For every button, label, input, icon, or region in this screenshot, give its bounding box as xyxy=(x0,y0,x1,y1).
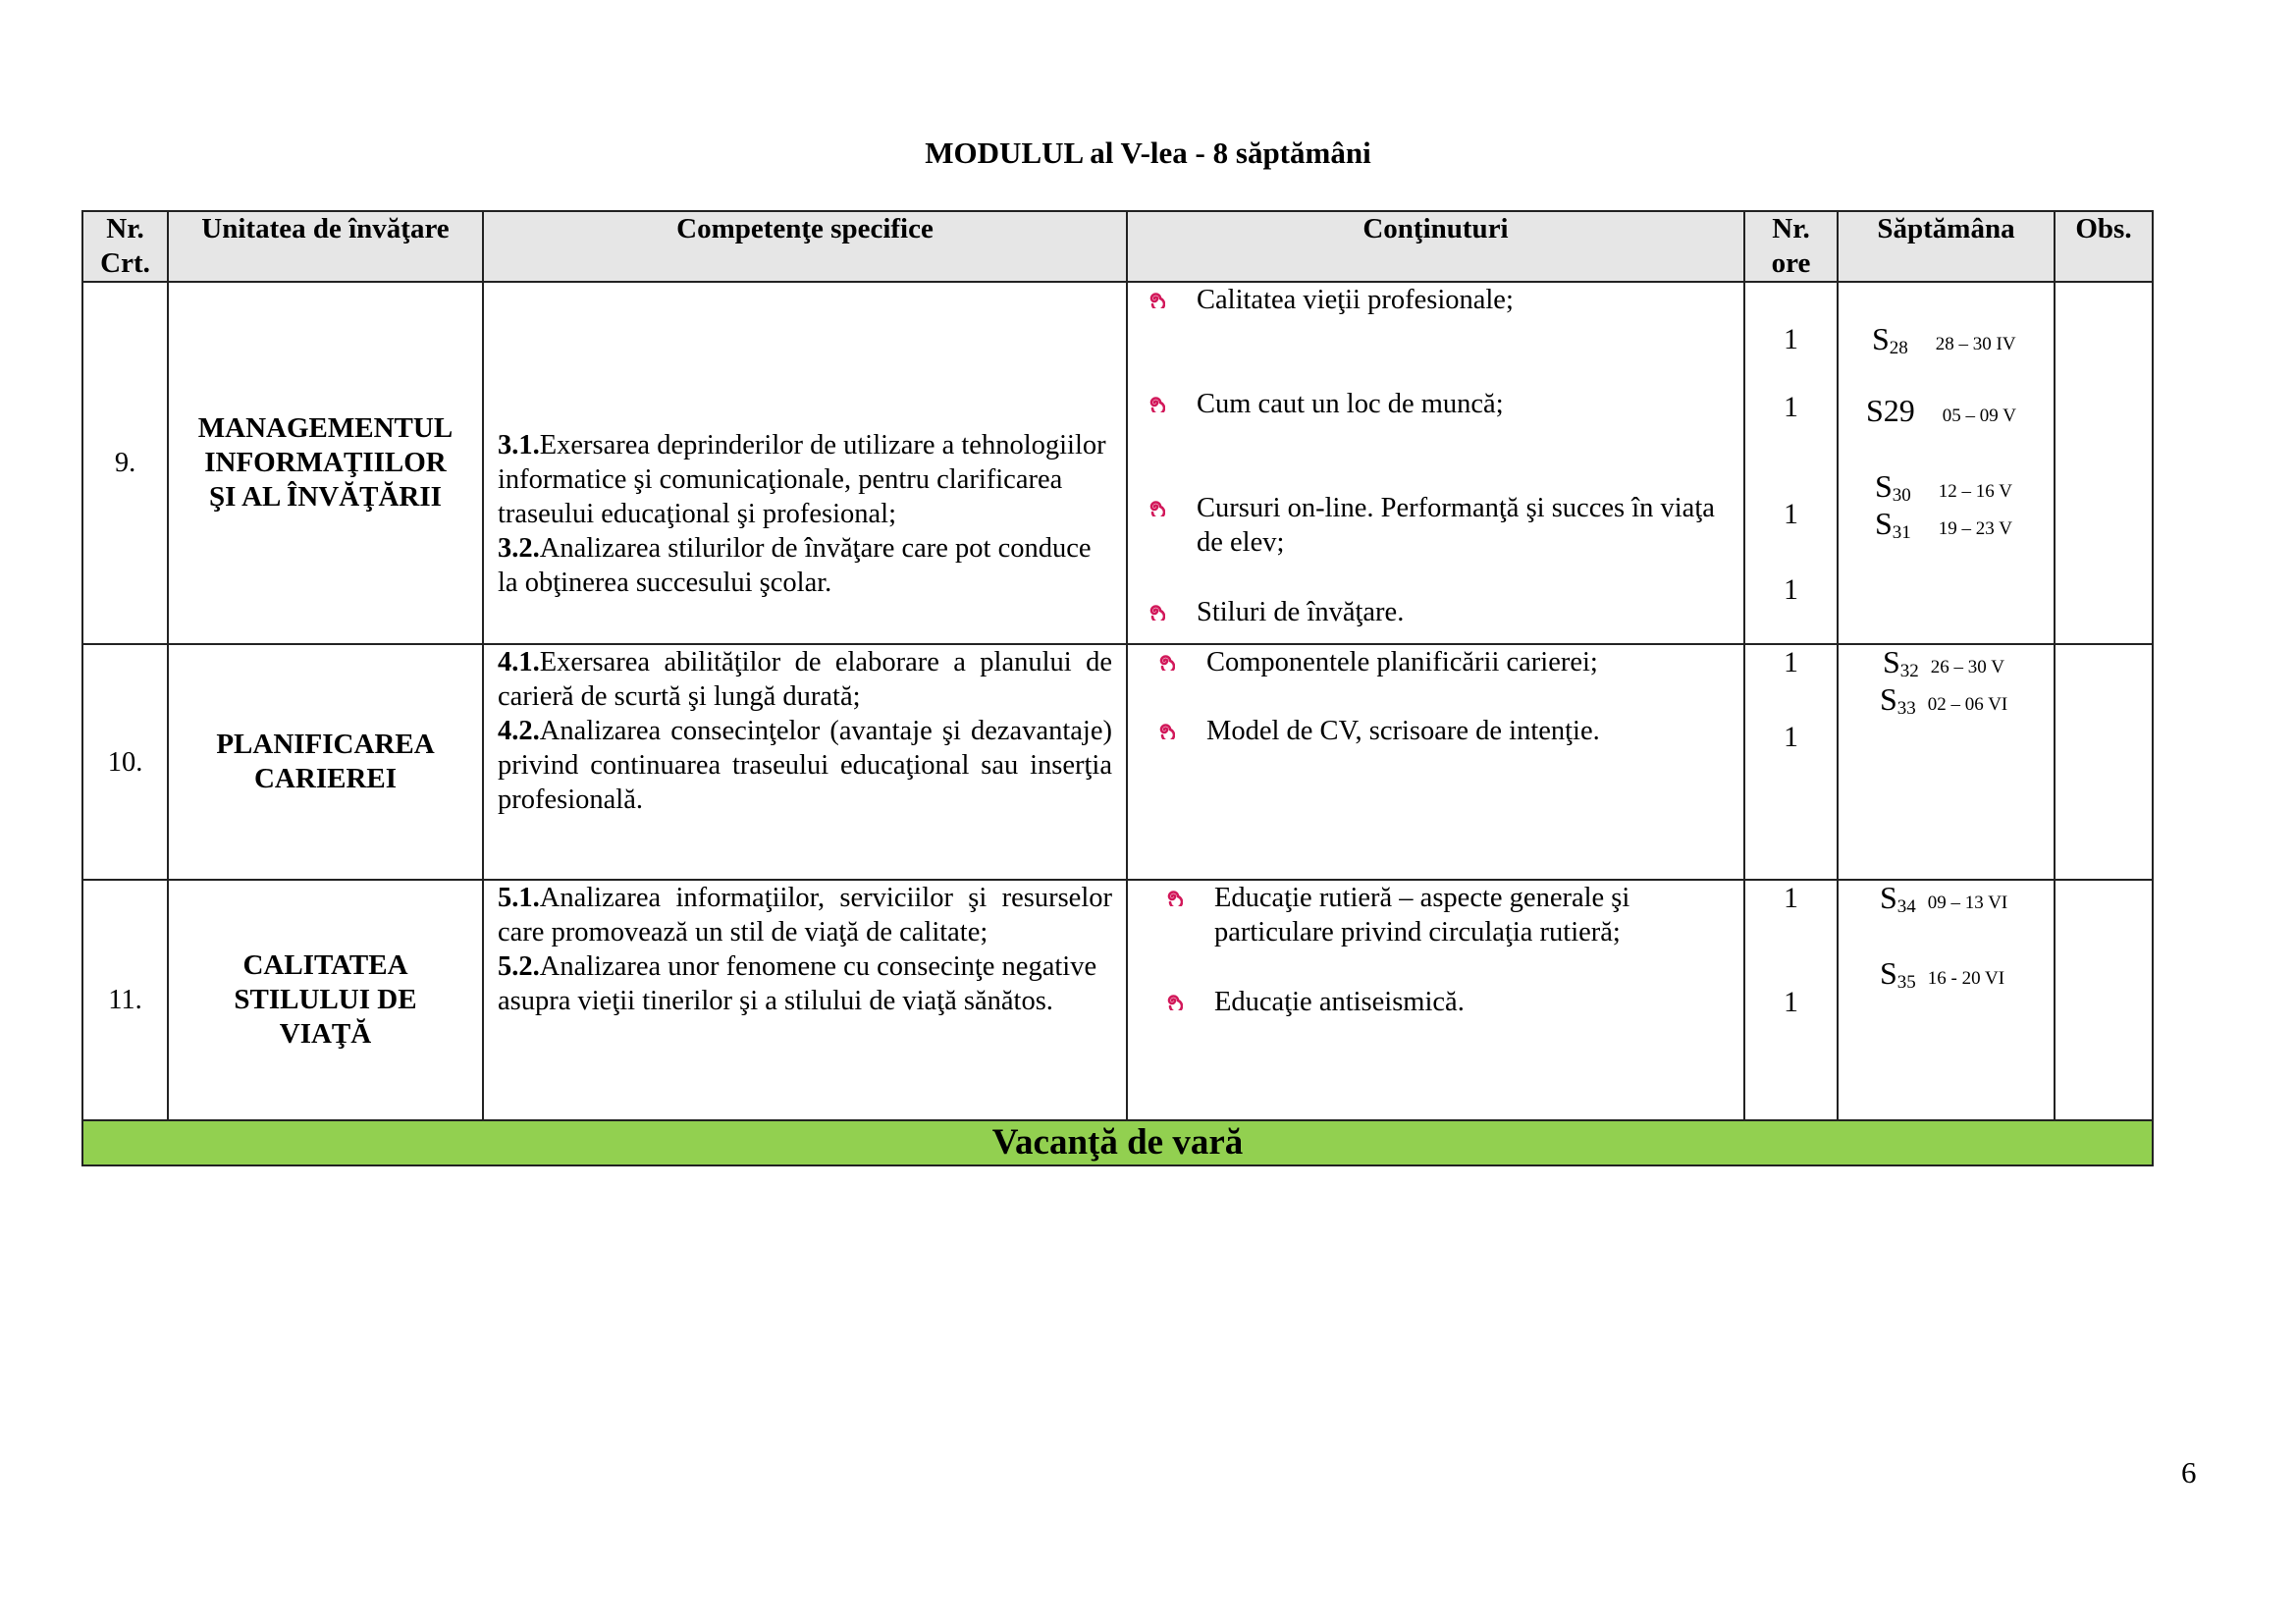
planning-table xyxy=(81,210,2154,1166)
obs-cell xyxy=(2055,644,2153,880)
competence-item: 4.1.Exersarea abilităţilor de elaborare a planului de carieră de scurtă şi lungă durată; xyxy=(498,647,1112,712)
spiral-bullet-icon xyxy=(1146,289,1165,308)
header-unit: Unitatea de învăţare xyxy=(168,211,483,282)
week-entry: S29 05 – 09 V xyxy=(1866,393,2016,428)
row-number: 11. xyxy=(82,880,168,1120)
obs-cell xyxy=(2055,880,2153,1120)
competence-item: 3.2.Analizarea stilurilor de învăţare care pot conduce la obţinerea succesului şcolar. xyxy=(498,533,1092,598)
week-entry: $S_{28}$ 28 – 30 IV xyxy=(1872,321,2016,358)
ore-cell xyxy=(1744,644,1838,880)
continuturi-cell: Componentele planificării carierei; Model de CV, scrisoare de intenţie. xyxy=(1127,644,1744,880)
week-entry: $S_{35}$ 16 - 20 VI xyxy=(1880,955,2005,993)
header-saptamana: Săptămâna xyxy=(1838,211,2055,282)
spiral-bullet-icon xyxy=(1146,393,1165,412)
competente-cell xyxy=(483,880,1127,1120)
week-entry: $S_{33}$ 02 – 06 VI xyxy=(1880,681,2008,719)
competente-cell xyxy=(483,282,1127,644)
spiral-bullet-icon xyxy=(1163,887,1183,906)
continuturi-cell: Educaţie rutieră – aspecte generale şi particulare privind circulaţia rutieră; Educaţie antiseismică. xyxy=(1127,880,1744,1120)
vacation-label: Vacanţă de vară xyxy=(82,1120,2153,1165)
header-obs: Obs. xyxy=(2055,211,2153,282)
row-number: 9. xyxy=(82,282,168,644)
week-entry: $S_{31}$ 19 – 23 V xyxy=(1875,506,2012,543)
competence-item: 3.1.Exersarea deprinderilor de utilizare a tehnologiilor informatice şi comunicaţionale, pentru clarificarea traseului educaţional şi profesional; xyxy=(498,430,1106,529)
table-row xyxy=(82,644,2153,880)
spiral-bullet-icon xyxy=(1163,991,1183,1010)
week-entry: $S_{32}$ 26 – 30 V xyxy=(1883,644,2004,681)
header-competente: Competenţe specifice xyxy=(483,211,1127,282)
ore-value: 1 xyxy=(1784,882,1798,914)
week-cell xyxy=(1838,644,2055,880)
header-continuturi: Conţinuturi xyxy=(1127,211,1744,282)
ore-value: 1 xyxy=(1784,323,1798,355)
competence-item: 4.2.Analizarea consecinţelor (avantaje şi dezavantaje) privind continuarea traseului educaţional sau inserţia profesională. xyxy=(498,716,1112,815)
ore-value: 1 xyxy=(1784,721,1798,753)
header-nr-ore: Nr. ore xyxy=(1744,211,1838,282)
spiral-bullet-icon xyxy=(1146,497,1165,516)
ore-value: 1 xyxy=(1784,498,1798,530)
table-header-row xyxy=(82,211,2153,282)
obs-cell xyxy=(2055,282,2153,644)
unit-name: CALITATEA STILULUI DE VIAŢĂ xyxy=(168,880,483,1120)
ore-cell xyxy=(1744,880,1838,1120)
table-row xyxy=(82,282,2153,644)
table-row xyxy=(82,880,2153,1120)
ore-value: 1 xyxy=(1784,986,1798,1018)
module-title: MODULUL al V-lea - 8 săptămâni xyxy=(925,135,1371,170)
ore-value: 1 xyxy=(1784,573,1798,606)
continuturi-cell: Calitatea vieţii profesionale; Cum caut un loc de muncă; Cursuri on-line. Performanţă şi succes în viaţa de elev; Stiluri de învăţare. xyxy=(1127,282,1744,644)
competente-cell xyxy=(483,644,1127,880)
spiral-bullet-icon xyxy=(1155,720,1175,739)
week-entry: $S_{34}$ 09 – 13 VI xyxy=(1880,880,2008,917)
week-cell xyxy=(1838,282,2055,644)
unit-name: PLANIFICAREA CARIEREI xyxy=(168,644,483,880)
spiral-bullet-icon xyxy=(1155,651,1175,671)
spiral-bullet-icon xyxy=(1146,601,1165,621)
week-entry: $S_{30}$ 12 – 16 V xyxy=(1875,468,2012,506)
ore-value: 1 xyxy=(1784,646,1798,678)
competence-item: 5.1.Analizarea informaţiilor, serviciilor şi resurselor care promovează un stil de viaţă de calitate; xyxy=(498,883,1112,947)
row-number: 10. xyxy=(82,644,168,880)
ore-cell xyxy=(1744,282,1838,644)
page-number: 6 xyxy=(2181,1455,2197,1489)
vacation-row xyxy=(82,1120,2153,1165)
unit-name: MANAGEMENTUL INFORMAŢIILOR ŞI AL ÎNVĂŢĂRII xyxy=(168,282,483,644)
competence-item: 5.2.Analizarea unor fenomene cu consecinţe negative asupra vieţii tinerilor şi a stilului de viaţă sănătos. xyxy=(498,951,1097,1016)
header-nr-crt: Nr. Crt. xyxy=(82,211,168,282)
week-cell xyxy=(1838,880,2055,1120)
ore-value: 1 xyxy=(1784,391,1798,423)
